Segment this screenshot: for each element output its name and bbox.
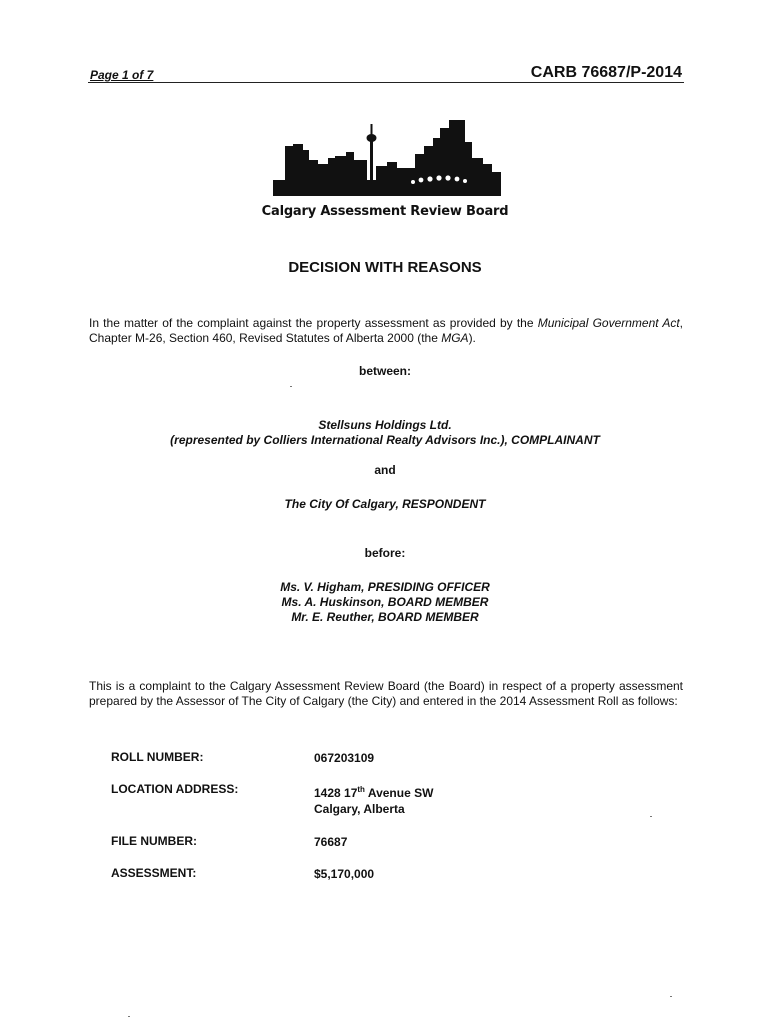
act-name: Municipal Government Act [537,316,680,330]
scan-speck [650,816,652,817]
location-address-label: LOCATION ADDRESS: [111,782,239,796]
act-abbreviation: MGA [441,331,469,345]
scan-speck [670,996,672,997]
panel-member: Mr. E. Reuther, BOARD MEMBER [291,610,479,624]
intro-middle: , Chapter M-26, Section 460, Revised Statutes of Alberta 2000 (the [89,316,684,345]
roll-number-label: ROLL NUMBER: [111,750,204,764]
complainant-representative: (represented by Colliers International Realty Advisors Inc.), COMPLAINANT [170,433,600,447]
address-number: 1428 17 [314,786,358,800]
complainant-name: Stellsuns Holdings Ltd. [318,418,452,432]
intro-suffix: ). [468,331,476,345]
organization-name: Calgary Assessment Review Board [261,204,509,219]
panel-member: Ms. V. Higham, PRESIDING OFFICER [280,580,490,594]
respondent: The City Of Calgary, RESPONDENT [284,497,486,511]
address-city: Calgary, Alberta [314,802,405,816]
scan-speck [290,386,292,387]
scan-speck [128,1016,130,1017]
file-number-label: FILE NUMBER: [111,834,197,848]
before-label: before: [364,546,406,560]
and-label: and [374,463,396,477]
intro-prefix: In the matter of the complaint against the property assessment as provided by the [89,316,538,330]
intro-paragraph [89,316,683,346]
complaint-paragraph: This is a complaint to the Calgary Assessment Review Board (the Board) in respect of a property assessment prepared by the Assessor of The City of Calgary (the City) and entered in the 2014 Assessment Roll as follows: [89,679,683,708]
location-address-value [314,782,433,817]
address-street: Avenue SW [364,786,434,800]
document-title: DECISION WITH REASONS [288,259,482,276]
between-label: between: [358,364,411,378]
address-ordinal: th [357,785,365,794]
case-number: CARB 76687/P-2014 [530,64,682,81]
calgary-skyline-logo [273,116,503,198]
page-number: Page 1 of 7 [90,68,154,82]
file-number-value: 76687 [314,835,348,849]
panel-member: Ms. A. Huskinson, BOARD MEMBER [281,595,489,609]
roll-number-value: 067203109 [314,751,375,765]
assessment-value: $5,170,000 [314,867,375,881]
header-divider [88,82,684,83]
assessment-label: ASSESSMENT: [111,866,197,880]
